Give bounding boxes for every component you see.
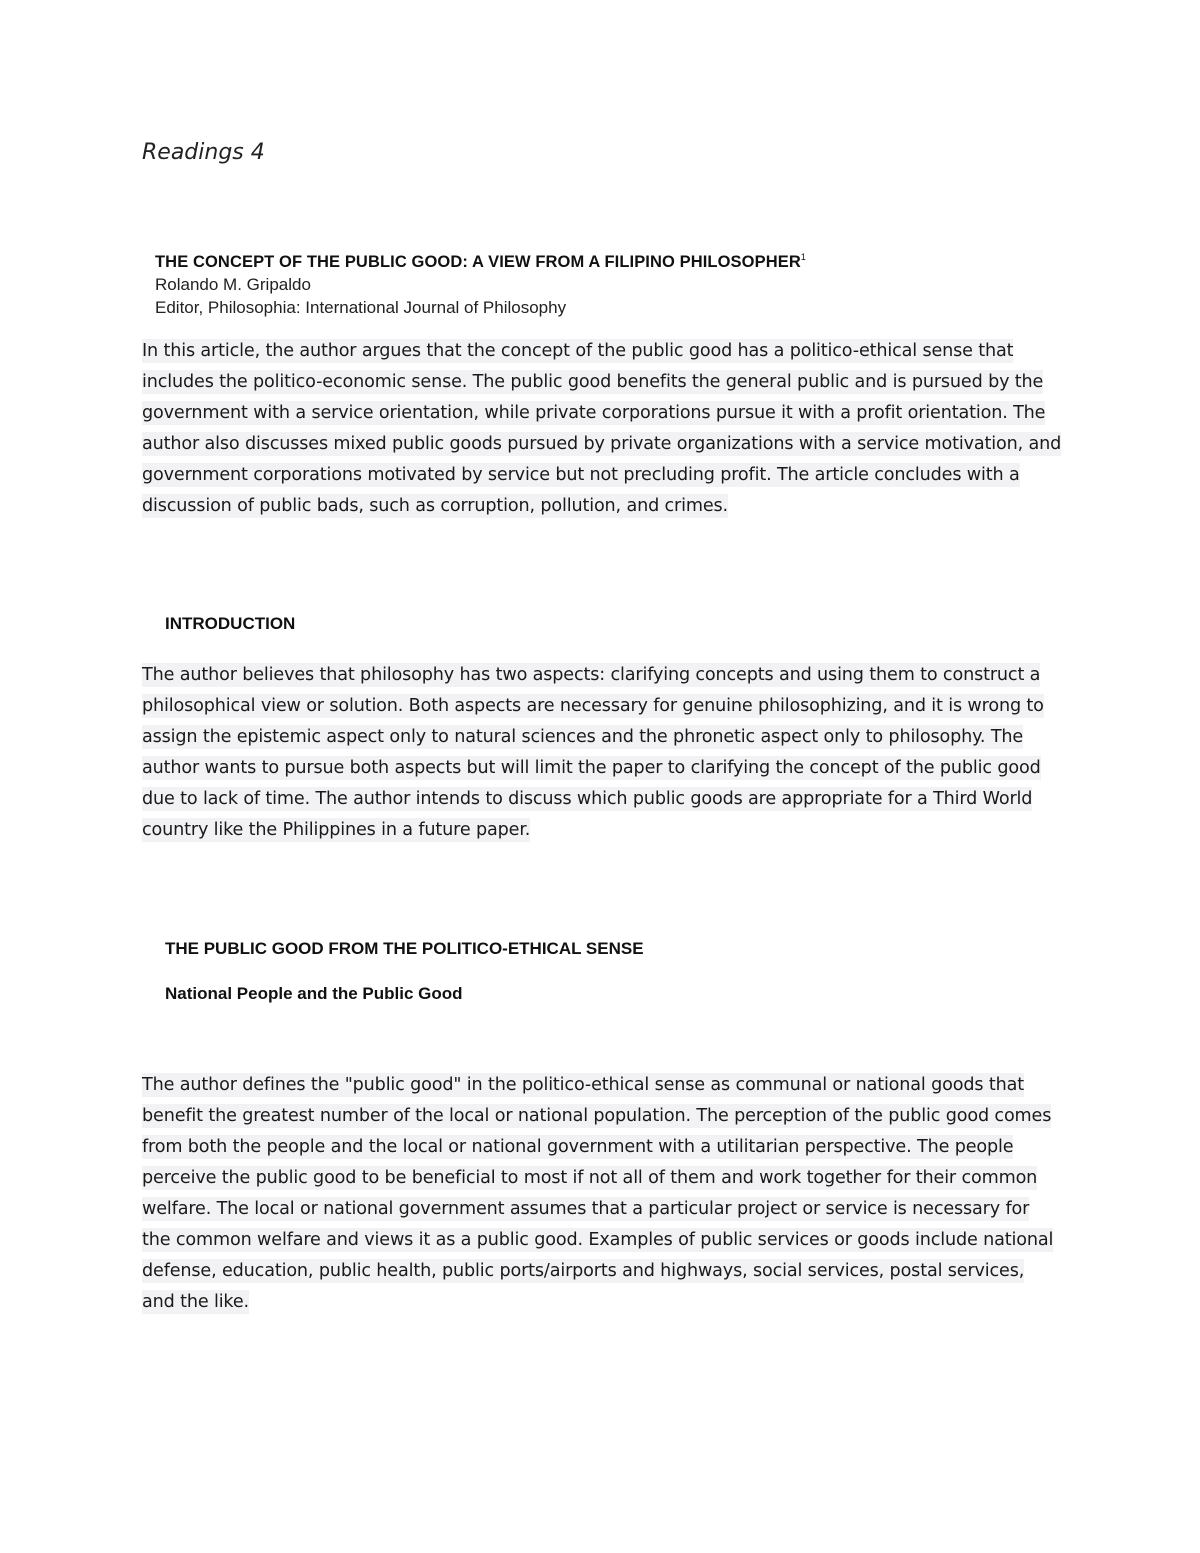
abstract-paragraph	[142, 336, 1062, 522]
title-footnote-marker: 1	[800, 252, 806, 262]
introduction-paragraph	[142, 660, 1062, 846]
abstract-text: In this article, the author argues that the concept of the public good has a politico-ethical sense that includes the politico-economic sense. The public good benefits the general public and is pursued by the government with a service orientation, while private corporations pursue it with a profit orientation. The author also discusses mixed public goods pursued by private organizations with a service motivation, and government corporations motivated by service but not precluding profit. The article concludes with a discussion of public bads, such as corruption, pollution, and crimes.	[142, 341, 1062, 516]
introduction-text: The author believes that philosophy has two aspects: clarifying concepts and using them to construct a philosophical view or solution. Both aspects are necessary for genuine philosophizing, and it is wrong to assign the epistemic aspect only to natural sciences and the phronetic aspect only to philosophy. The author wants to pursue both aspects but will limit the paper to clarifying the concept of the public good due to lack of time. The author intends to discuss which public goods are appropriate for a Third World country like the Philippines in a future paper.	[142, 665, 1044, 840]
article-title-text: THE CONCEPT OF THE PUBLIC GOOD: A VIEW FROM A FILIPINO PHILOSOPHER	[155, 253, 801, 271]
national-people-paragraph	[142, 1070, 1062, 1318]
introduction-heading: INTRODUCTION	[165, 614, 296, 633]
article-header	[155, 246, 806, 319]
national-people-subheading: National People and the Public Good	[165, 984, 463, 1003]
article-title	[155, 246, 806, 273]
politico-ethical-heading: THE PUBLIC GOOD FROM THE POLITICO-ETHICAL SENSE	[165, 939, 644, 958]
article-affiliation: Editor, Philosophia: International Journal of Philosophy	[155, 298, 567, 317]
national-people-text: The author defines the "public good" in the politico-ethical sense as communal or national goods that benefit the greatest number of the local or national population. The perception of the public good comes from both the people and the local or national government with a utilitarian perspective. The people perceive the public good to be beneficial to most if not all of them and work together for their common welfare. The local or national government assumes that a particular project or service is necessary for the common welfare and views it as a public good. Examples of public services or goods include national defense, education, public health, public ports/airports and highways, social services, postal services, and the like.	[142, 1075, 1054, 1312]
reading-label: Readings 4	[142, 140, 265, 165]
article-author: Rolando M. Gripaldo	[155, 275, 311, 294]
